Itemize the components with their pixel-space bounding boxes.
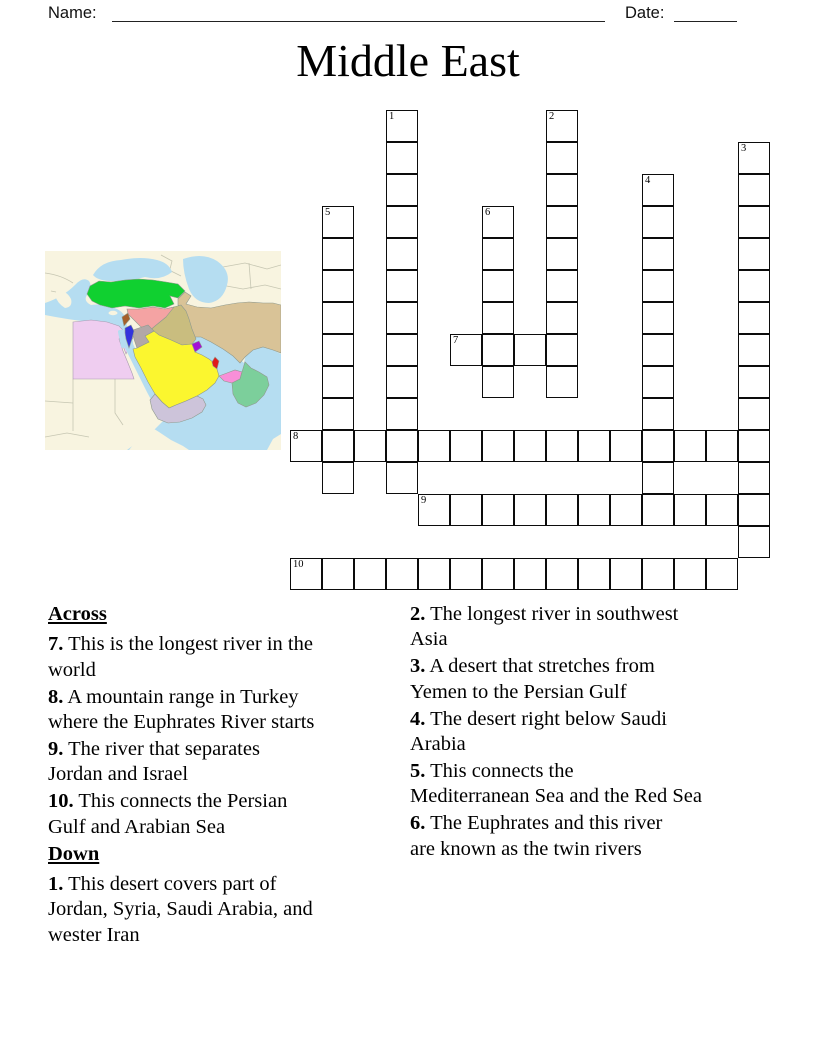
crossword-cell (642, 462, 674, 494)
crossword-cell (322, 430, 354, 462)
crossword-cell (322, 462, 354, 494)
clue: 1. This desert covers part of Jordan, Syria, Saudi Arabia, and wester Iran (48, 873, 313, 946)
crossword-cell (738, 366, 770, 398)
clues-right-column (410, 602, 790, 864)
crossword-cell (546, 206, 578, 238)
clue-number: 8. (48, 685, 64, 708)
crossword-cell (482, 366, 514, 398)
cell-number: 10 (293, 559, 304, 570)
crossword-cell (482, 558, 514, 590)
clue: 2. The longest river in southwest Asia (410, 603, 679, 651)
crossword-cell (546, 558, 578, 590)
clue: 10. This connects the Persian Gulf and Arabian Sea (48, 790, 288, 838)
crossword-cell (546, 334, 578, 366)
crossword-cell (386, 430, 418, 462)
clue: 3. A desert that stretches from Yemen to the Persian Gulf (410, 655, 655, 703)
crossword-cell (450, 494, 482, 526)
crossword-cell (546, 174, 578, 206)
date-label: Date: (625, 4, 665, 22)
crossword-cell (322, 302, 354, 334)
clue: 8. A mountain range in Turkey where the Euphrates River starts (48, 685, 315, 734)
crossword-cell (386, 398, 418, 430)
crossword-cell (482, 494, 514, 526)
crossword-cell (642, 494, 674, 526)
crossword-cell (546, 270, 578, 302)
crossword-cell (482, 206, 514, 238)
down-header: Down (48, 842, 100, 865)
crossword-cell (322, 558, 354, 590)
cyprus-island (109, 311, 118, 315)
crossword-cell (738, 174, 770, 206)
crossword-cell (322, 366, 354, 398)
crossword-cell (546, 494, 578, 526)
clue-number: 10. (48, 790, 74, 813)
cell-number: 3 (741, 143, 747, 154)
crossword-cell (738, 462, 770, 494)
cell-number: 1 (389, 111, 395, 122)
crossword-cell (610, 430, 642, 462)
clue: 4. The desert right below Saudi Arabia (410, 707, 667, 756)
name-label: Name: (48, 4, 97, 22)
crossword-cell (642, 206, 674, 238)
clue-number: 5. (410, 759, 426, 782)
cell-number: 2 (549, 111, 555, 122)
crossword-cell (386, 142, 418, 174)
crossword-cell (514, 558, 546, 590)
crossword-cell (738, 494, 770, 526)
crossword-cell (546, 238, 578, 270)
cell-number: 4 (645, 175, 651, 186)
crossword-cell (482, 302, 514, 334)
page-title: Middle East (296, 35, 520, 86)
crossword-cell (482, 430, 514, 462)
crossword-cell (418, 494, 450, 526)
crossword-cell (514, 334, 546, 366)
clue-number: 1. (48, 873, 64, 896)
crossword-cell (322, 206, 354, 238)
crossword-cell (386, 206, 418, 238)
crossword-cell (450, 430, 482, 462)
clues-left-column (48, 602, 398, 950)
crossword-cell (514, 494, 546, 526)
crossword-cell (450, 558, 482, 590)
crossword-cell (418, 430, 450, 462)
crossword-cell (482, 238, 514, 270)
crossword-cell (386, 174, 418, 206)
middle-east-map (45, 251, 281, 450)
crossword-cell (322, 238, 354, 270)
crossword-cell (674, 494, 706, 526)
cell-number: 7 (453, 335, 459, 346)
crossword-cell (322, 334, 354, 366)
clue-number: 9. (48, 738, 64, 761)
crossword-cell (674, 430, 706, 462)
crossword-cell (578, 558, 610, 590)
name-fill-line (112, 4, 605, 22)
crossword-cell (482, 270, 514, 302)
clue: 5. This connects the Mediterranean Sea and the Red Sea (410, 759, 703, 808)
crossword-cell (738, 206, 770, 238)
crossword-cell (514, 430, 546, 462)
crossword-cell (386, 302, 418, 334)
crossword-cell (482, 334, 514, 366)
cell-number: 5 (325, 207, 331, 218)
crossword-cell (738, 270, 770, 302)
crossword-cell (642, 366, 674, 398)
crossword-cell (738, 398, 770, 430)
crossword-cell (322, 398, 354, 430)
crossword-cell (386, 462, 418, 494)
crossword-cell (290, 558, 322, 590)
clue: 6. The Euphrates and this river are known as the twin rivers (410, 812, 663, 860)
crossword-cell (738, 238, 770, 270)
across-header: Across (48, 603, 107, 625)
crossword-cell (386, 238, 418, 270)
crossword-cell (642, 270, 674, 302)
crossword-cell (610, 494, 642, 526)
clue: 9. The river that separates Jordan and Israel (48, 738, 260, 786)
crossword-cell (386, 558, 418, 590)
clue-number: 6. (410, 812, 426, 835)
crossword-cell (546, 110, 578, 142)
crossword-cell (386, 366, 418, 398)
crossword-cell (738, 526, 770, 558)
map-country-turkey (87, 279, 185, 308)
crossword-cell (546, 302, 578, 334)
crossword-cell (610, 558, 642, 590)
crossword-cell (642, 398, 674, 430)
crossword-cell (578, 494, 610, 526)
clue: 7. This is the longest river in the world (48, 633, 313, 681)
crossword-cell (354, 430, 386, 462)
date-fill-line (674, 4, 737, 22)
crossword-cell (674, 558, 706, 590)
crossword-cell (738, 142, 770, 174)
crossword-cell (290, 430, 322, 462)
crossword-cell (642, 558, 674, 590)
crossword-cell (546, 430, 578, 462)
crossword-cell (642, 430, 674, 462)
crossword-cell (738, 334, 770, 366)
crossword-cell (418, 558, 450, 590)
crossword-cell (322, 270, 354, 302)
clue-number: 2. (410, 603, 426, 625)
crossword-cell (706, 430, 738, 462)
crossword-cell (642, 302, 674, 334)
clue-number: 3. (410, 655, 426, 678)
crossword-cell (642, 174, 674, 206)
crossword-cell (386, 334, 418, 366)
crossword-cell (450, 334, 482, 366)
crossword-cell (386, 270, 418, 302)
crossword-cell (546, 366, 578, 398)
clue-number: 7. (48, 633, 64, 656)
cell-number: 6 (485, 207, 491, 218)
crossword-cell (642, 334, 674, 366)
crossword-cell (578, 430, 610, 462)
crossword-cell (354, 558, 386, 590)
cell-number: 8 (293, 431, 299, 442)
crossword-cell (706, 558, 738, 590)
crossword-cell (546, 142, 578, 174)
clue-number: 4. (410, 707, 426, 730)
crossword-cell (642, 238, 674, 270)
crossword-cell (386, 110, 418, 142)
crossword-cell (706, 494, 738, 526)
cell-number: 9 (421, 495, 427, 506)
crossword-cell (738, 302, 770, 334)
crossword-cell (738, 430, 770, 462)
